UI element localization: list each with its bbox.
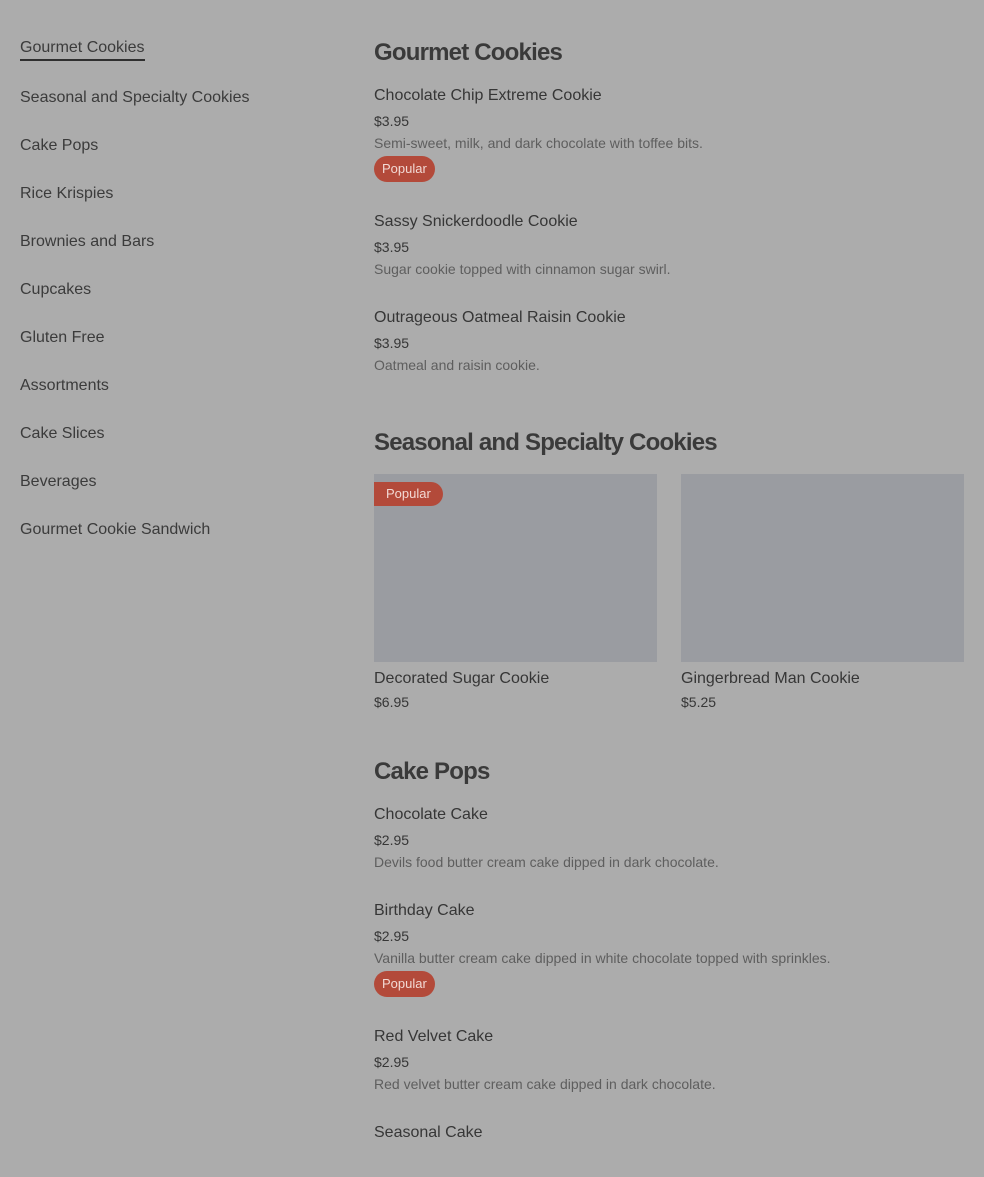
item-price: $3.95 [374, 335, 410, 351]
section-title: Seasonal and Specialty Cookies [374, 429, 717, 456]
item-price: $2.95 [374, 928, 410, 944]
sidebar-item-cake-pops[interactable]: Cake Pops [20, 137, 99, 154]
item-price: $3.95 [374, 239, 410, 255]
menu-content [374, 38, 964, 1143]
menu-item[interactable] [374, 1027, 964, 1093]
item-name: Chocolate Cake [374, 806, 488, 823]
sidebar-item-rice-krispies[interactable]: Rice Krispies [20, 185, 114, 202]
menu-item[interactable] [374, 901, 964, 997]
product-image [374, 474, 657, 662]
item-price: $6.95 [374, 694, 410, 710]
product-image [681, 474, 964, 662]
item-description: Vanilla butter cream cake dipped in white chocolate topped with sprinkles. [374, 950, 831, 966]
sidebar-item-cupcakes[interactable]: Cupcakes [20, 281, 92, 298]
item-price: $5.25 [681, 694, 717, 710]
item-name: Outrageous Oatmeal Raisin Cookie [374, 309, 626, 326]
popular-badge: Popular [374, 156, 435, 182]
section-title: Cake Pops [374, 758, 490, 785]
item-name: Decorated Sugar Cookie [374, 670, 550, 687]
sidebar-item-gourmet-cookie-sandwich[interactable]: Gourmet Cookie Sandwich [20, 521, 211, 538]
sidebar-item-seasonal-specialty-cookies[interactable]: Seasonal and Specialty Cookies [20, 89, 250, 106]
item-name: Gingerbread Man Cookie [681, 670, 860, 687]
item-description: Devils food butter cream cake dipped in dark chocolate. [374, 854, 719, 870]
item-name: Sassy Snickerdoodle Cookie [374, 213, 578, 230]
menu-item[interactable] [374, 308, 964, 374]
item-description: Red velvet butter cream cake dipped in dark chocolate. [374, 1076, 716, 1092]
item-price: $2.95 [374, 1054, 410, 1070]
sidebar-item-brownies-bars[interactable]: Brownies and Bars [20, 233, 155, 250]
section-gourmet-cookies [374, 38, 964, 374]
sidebar-item-assortments[interactable]: Assortments [20, 377, 109, 394]
item-price: $2.95 [374, 832, 410, 848]
item-price: $3.95 [374, 113, 410, 129]
menu-item[interactable] [374, 1123, 964, 1143]
section-title: Gourmet Cookies [374, 39, 563, 66]
item-name: Red Velvet Cake [374, 1028, 494, 1045]
menu-item[interactable] [374, 805, 964, 871]
item-description: Sugar cookie topped with cinnamon sugar swirl. [374, 261, 671, 277]
item-description: Semi-sweet, milk, and dark chocolate with toffee bits. [374, 135, 703, 151]
item-description: Oatmeal and raisin cookie. [374, 357, 540, 373]
popular-badge: Popular [374, 971, 435, 997]
sidebar-item-gluten-free[interactable]: Gluten Free [20, 329, 105, 346]
section-cake-pops [374, 757, 964, 1143]
item-name: Birthday Cake [374, 902, 475, 919]
popular-badge: Popular [374, 482, 443, 506]
section-seasonal-specialty-cookies [374, 428, 964, 711]
menu-item[interactable] [374, 212, 964, 278]
item-name: Chocolate Chip Extreme Cookie [374, 87, 602, 104]
item-name: Seasonal Cake [374, 1124, 483, 1141]
product-grid [374, 474, 964, 711]
product-card[interactable] [374, 474, 657, 711]
sidebar-item-beverages[interactable]: Beverages [20, 473, 97, 490]
sidebar-item-cake-slices[interactable]: Cake Slices [20, 425, 105, 442]
sidebar-item-gourmet-cookies[interactable]: Gourmet Cookies [20, 38, 145, 61]
product-card[interactable] [681, 474, 964, 711]
menu-item[interactable] [374, 86, 964, 182]
category-sidebar [20, 38, 320, 568]
